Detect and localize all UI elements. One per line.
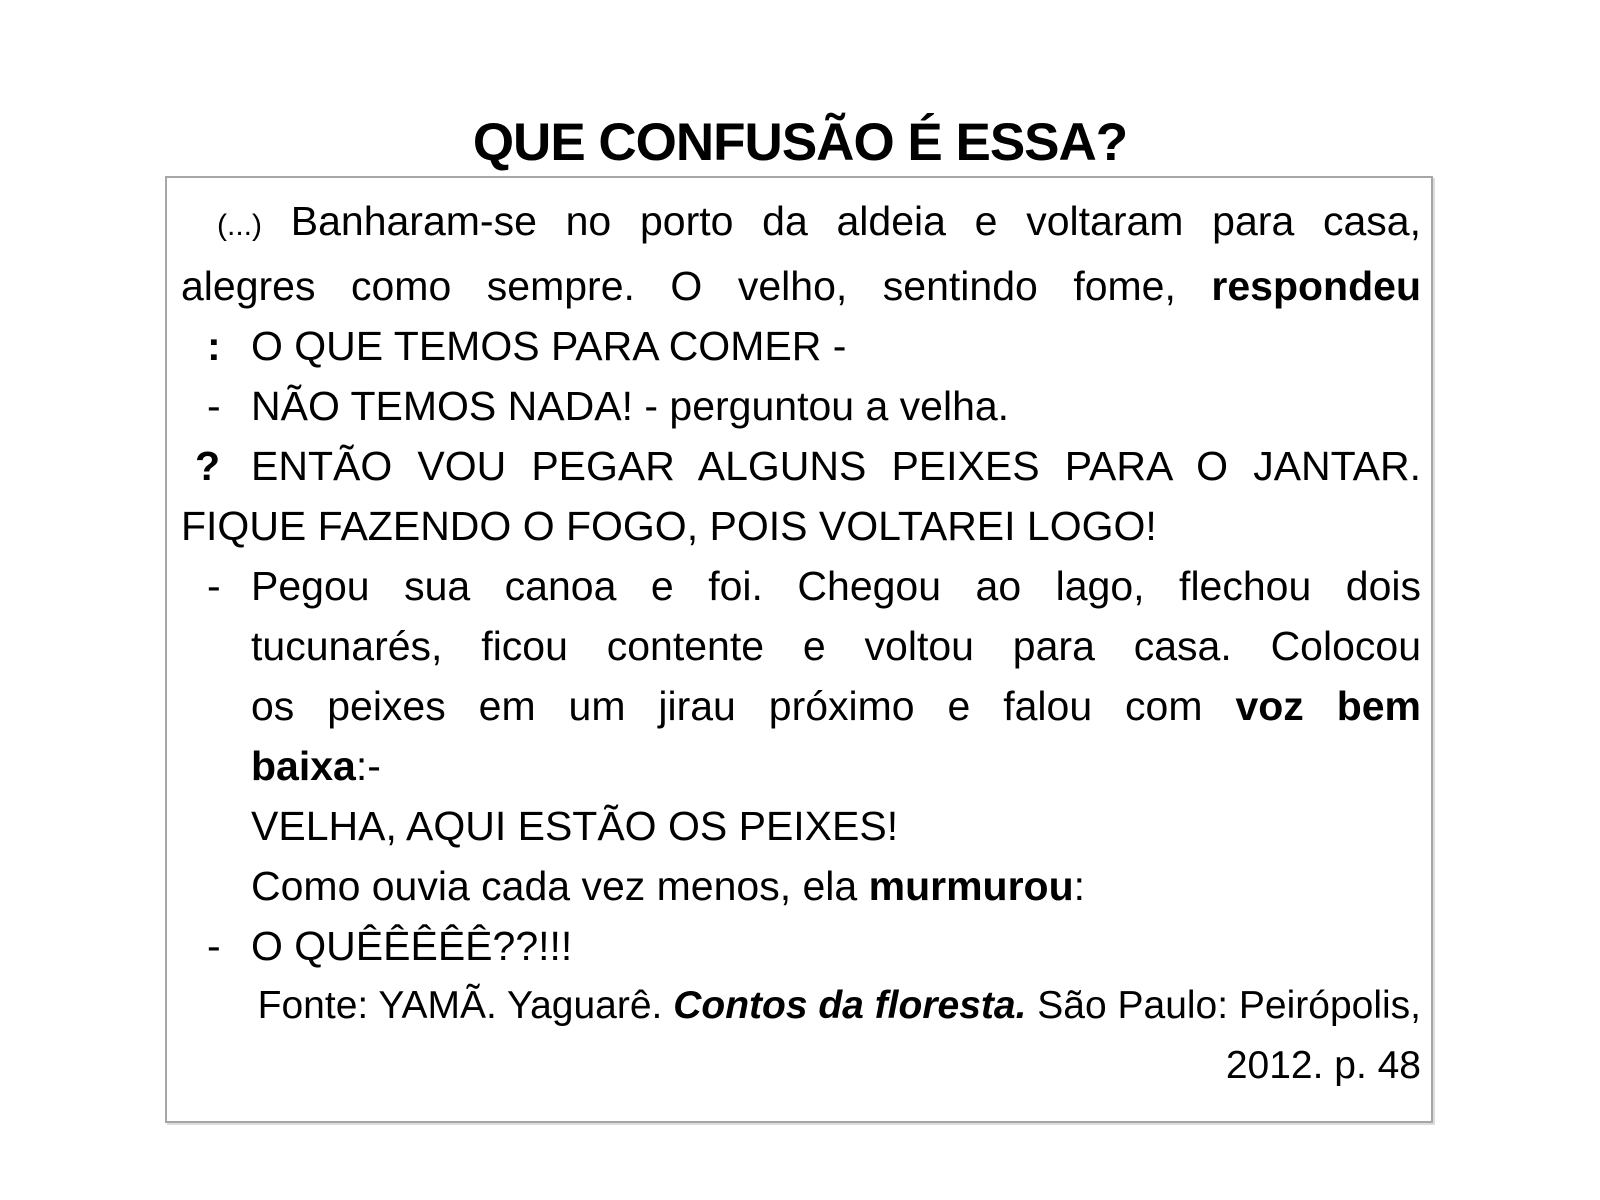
story-text: alegres como sempre. O velho, sentindo fome,: [181, 263, 1212, 309]
dialog-line-3: [181, 436, 1421, 496]
source-book-title: Contos da floresta.: [673, 984, 1027, 1027]
dialog-text: os peixes em um jirau próximo e falou com: [251, 683, 1236, 729]
dialog-bullet-dash: -: [207, 383, 221, 429]
source-citation-line-2: 2012. p. 48: [1225, 1044, 1421, 1087]
story-text: Banharam-se no porto da aldeia e voltaram para casa,: [262, 198, 1421, 244]
story-line-opening-2: [181, 256, 1421, 316]
dialog-line-4-continuation-1: tucunarés, ficou contente e voltou para casa. Colocou: [251, 623, 1421, 669]
dialog-text: Pegou sua canoa e foi. Chegou ao lago, flechou dois: [251, 563, 1421, 609]
dialog-text: :-: [355, 743, 381, 789]
dialog-text: NÃO TEMOS NADA! - perguntou a velha.: [251, 383, 1010, 429]
dialog-line-5: VELHA, AQUI ESTÃO OS PEIXES!: [251, 803, 899, 849]
dialog-line-1: [181, 316, 1421, 376]
story-box: [165, 176, 1433, 1123]
dialog-text: O QUE TEMOS PARA COMER -: [251, 323, 847, 369]
dialog-text: :: [1073, 863, 1086, 909]
dialog-line-7: [181, 916, 1421, 976]
dialog-bullet-dash: -: [207, 923, 221, 969]
story-text-bold: respondeu: [1211, 263, 1421, 309]
dialog-text-bold: murmurou: [868, 863, 1074, 909]
dialog-bullet-question: ?: [195, 443, 221, 489]
dialog-bullet-colon: :: [207, 323, 221, 369]
page-title: QUE CONFUSÃO É ESSA?: [472, 113, 1128, 172]
source-citation-line-1: [181, 976, 1421, 1036]
dialog-text-bold: baixa: [251, 743, 356, 789]
source-text: Fonte: YAMÃ. Yaguarê.: [257, 984, 674, 1027]
ellipsis-prefix: (...): [217, 209, 262, 242]
dialog-text: O QUÊÊÊÊÊ??!!!: [251, 923, 573, 969]
dialog-text: ENTÃO VOU PEGAR ALGUNS PEIXES PARA O JANTAR.: [251, 443, 1421, 489]
dialog-line-4-continuation-2: [181, 676, 1421, 736]
dialog-text-bold: voz bem: [1235, 683, 1422, 729]
dialog-text: Como ouvia cada vez menos, ela: [251, 863, 869, 909]
dialog-line-3-continuation: FIQUE FAZENDO O FOGO, POIS VOLTAREI LOGO!: [181, 503, 1157, 549]
story-line-opening-1: [181, 191, 1421, 256]
dialog-line-6: [181, 856, 1421, 916]
dialog-line-2: [181, 376, 1421, 436]
dialog-line-4: [181, 556, 1421, 616]
dialog-line-4-continuation-3: [181, 736, 1421, 796]
dialog-bullet-dash: -: [207, 563, 221, 609]
source-text: São Paulo: Peirópolis,: [1026, 984, 1421, 1027]
